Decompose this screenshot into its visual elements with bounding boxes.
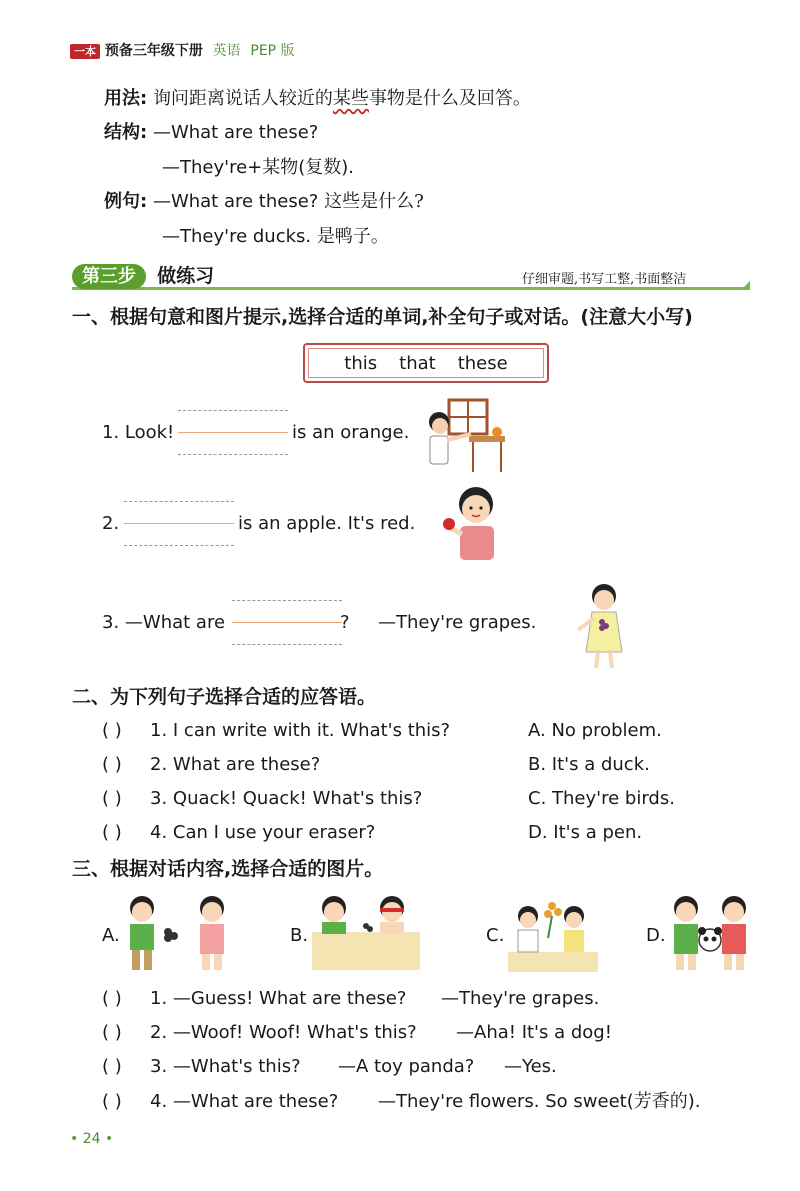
part1-title: 一、根据句意和图片提示,选择合适的单词,补全句子或对话。(注意大小写) [72, 306, 693, 328]
part3-question: 1. —Guess! What are these? [150, 988, 407, 1009]
part2-question: 2. What are these? [150, 754, 321, 775]
q3-question-mark: ? [340, 612, 350, 633]
part3-answer: —They're flowers. So sweet(芳香的). [378, 1091, 701, 1112]
part3-answer: —They're grapes. [441, 988, 600, 1009]
dot-icon: • [105, 1131, 114, 1147]
page-number [70, 1131, 113, 1147]
header-edition: PEP 版 [250, 43, 295, 59]
picture-label-b: B. [290, 925, 309, 946]
q1-blank[interactable] [178, 410, 288, 454]
page-number-value: 24 [82, 1131, 101, 1147]
part3-answer-paren[interactable]: ( ) [102, 1091, 122, 1112]
step-tip: 仔细审题,书写工整,书面整洁 [522, 272, 687, 287]
usage-emphasis: 某些 [332, 88, 369, 109]
brand-badge: 一本 [70, 44, 100, 59]
step-heading [72, 261, 214, 288]
blindfold-guess-picture [312, 892, 420, 972]
example-question: —What are these? [152, 191, 319, 212]
example-label: 例句: [104, 191, 148, 212]
dot-icon: • [70, 1131, 79, 1147]
picture-label-d: D. [646, 925, 666, 946]
word-that: that [399, 352, 436, 374]
q1-suffix: is an orange. [292, 422, 410, 443]
girl-holding-apple-illustration [440, 484, 506, 560]
part3-answer-paren[interactable]: ( ) [102, 1056, 122, 1077]
usage-text: 询问距离说话人较近的 [152, 88, 333, 109]
part3-question: 2. —Woof! Woof! What's this? [150, 1022, 417, 1043]
q2-prefix: 2. [102, 513, 120, 534]
part3-answer-paren[interactable]: ( ) [102, 1022, 122, 1043]
step-title: 做练习 [157, 265, 215, 287]
part3-answer: —Aha! It's a dog! [456, 1022, 612, 1043]
picture-label-a: A. [102, 925, 120, 946]
word-these: these [457, 352, 508, 374]
step-underline-arrow [742, 281, 750, 289]
part2-question: 1. I can write with it. What's this? [150, 720, 451, 741]
part3-answer-paren[interactable]: ( ) [102, 988, 122, 1009]
usage-label: 用法: [104, 88, 148, 109]
structure-line [104, 121, 318, 145]
part3-answer: —A toy panda? [338, 1056, 475, 1077]
part2-answer-paren[interactable]: ( ) [102, 720, 122, 741]
header-title: 预备三年级下册 [104, 43, 203, 59]
word-bank [303, 343, 549, 383]
part2-title: 二、为下列句子选择合适的应答语。 [72, 686, 377, 708]
q3-answer: —They're grapes. [378, 612, 537, 633]
q3-blank[interactable] [232, 600, 342, 644]
example-question-cn: 这些是什么? [324, 191, 424, 212]
usage-line [104, 87, 531, 111]
part3-answer-yes: —Yes. [504, 1056, 557, 1077]
part2-option: A. No problem. [528, 720, 662, 741]
example-line [104, 190, 424, 214]
example-answer: —They're ducks. [162, 226, 312, 247]
q3-prefix: 3. —What are [102, 612, 226, 633]
girl-pointing-orange-illustration [425, 398, 507, 474]
picture-label-c: C. [486, 925, 505, 946]
kids-with-flowers-picture [508, 892, 598, 972]
header-subject: 英语 [212, 43, 241, 59]
part2-question: 4. Can I use your eraser? [150, 822, 376, 843]
usage-text-rest: 事物是什么及回答。 [368, 88, 531, 109]
structure-label: 结构: [104, 122, 148, 143]
part3-question: 4. —What are these? [150, 1091, 339, 1112]
step-pill: 第三步 [72, 264, 146, 289]
part3-title: 三、根据对话内容,选择合适的图片。 [72, 858, 384, 880]
kids-with-toy-panda-picture [668, 892, 752, 972]
part2-question: 3. Quack! Quack! What's this? [150, 788, 423, 809]
part2-option: D. It's a pen. [528, 822, 643, 843]
part2-answer-paren[interactable]: ( ) [102, 822, 122, 843]
q2-blank[interactable] [124, 501, 234, 545]
part2-answer-paren[interactable]: ( ) [102, 788, 122, 809]
part2-option: B. It's a duck. [528, 754, 650, 775]
part2-option: C. They're birds. [528, 788, 675, 809]
part3-question: 3. —What's this? [150, 1056, 301, 1077]
page-header [70, 42, 295, 61]
structure-question: —What are these? [152, 122, 319, 143]
q2-suffix: is an apple. It's red. [238, 513, 416, 534]
example-answer-line [162, 225, 389, 249]
part2-answer-paren[interactable]: ( ) [102, 754, 122, 775]
example-answer-cn: 是鸭子。 [316, 226, 389, 247]
word-this: this [344, 352, 378, 374]
kids-with-grapes-picture [124, 892, 242, 972]
q1-prefix: 1. Look! [102, 422, 175, 443]
girl-with-grapes-illustration [574, 582, 634, 672]
structure-answer: —They're+某物(复数). [162, 157, 355, 178]
